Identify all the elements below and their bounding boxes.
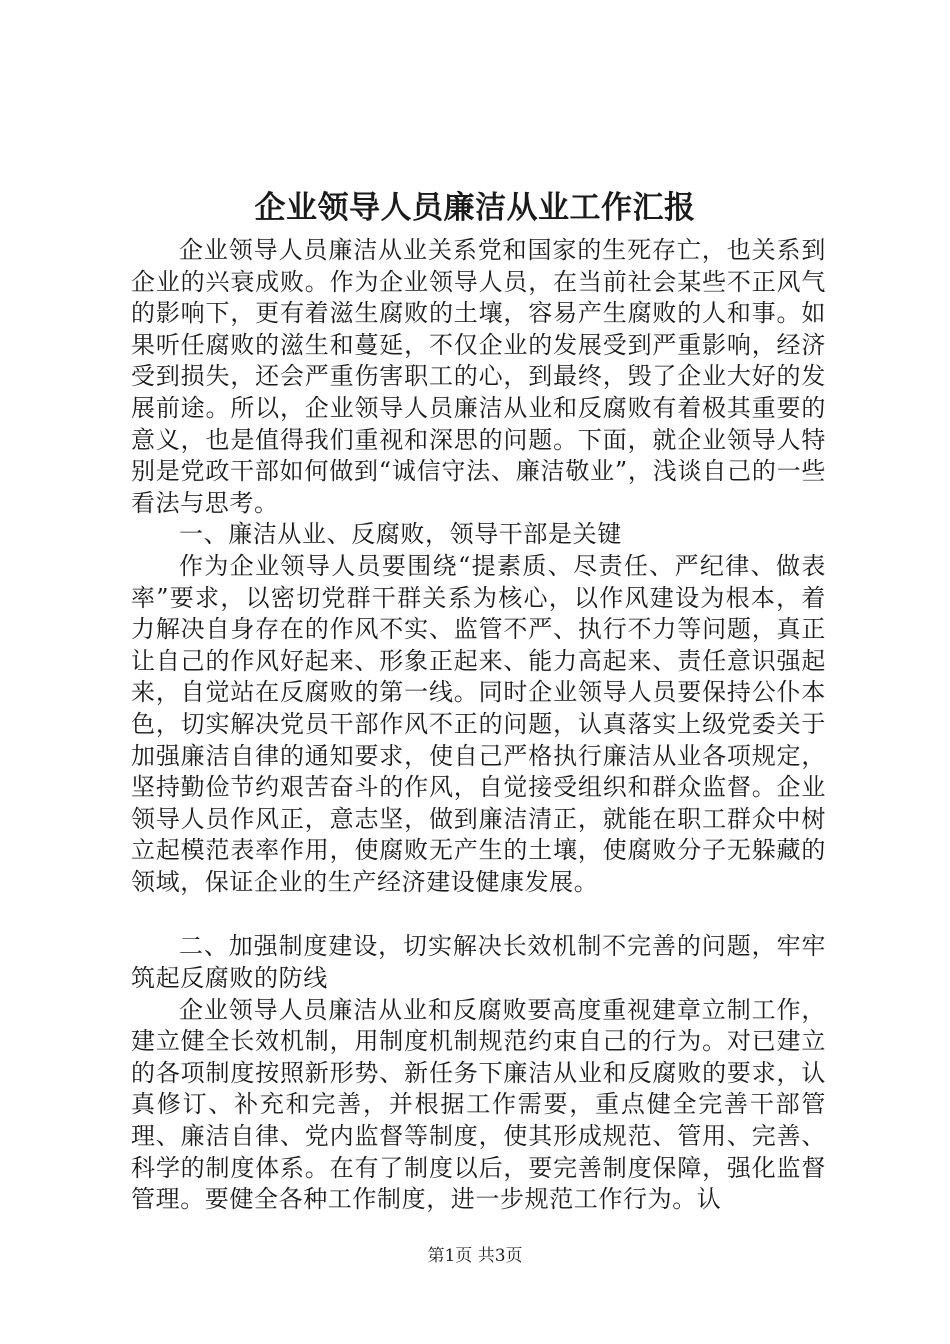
paragraph-spacer bbox=[131, 898, 826, 931]
document-title: 企业领导人员廉洁从业工作汇报 bbox=[254, 190, 696, 226]
section-2-paragraph: 企业领导人员廉洁从业和反腐败要高度重视建章立制工作，建立健全长效机制，用制度机制规范约束自己的行为。对已建立的各项制度按照新形势、新任务下廉洁从业和反腐败的要求，认真修订、补充和完善，并根据工作需要，重点健全完善干部管理、廉洁自律、党内监督等制度，使其形成规范、管用、完善、科学的制度体系。在有了制度以后，要完善制度保障，强化监督管理。要健全各种工作制度，进一步规范工作行为。认 bbox=[131, 995, 826, 1214]
section-heading-1: 一、廉洁从业、反腐败，领导干部是关键 bbox=[179, 520, 622, 549]
page-footer: 第1页 共3页 bbox=[427, 1246, 523, 1266]
section-1-paragraph: 作为企业领导人员要围绕“提素质、尽责任、严纪律、做表率”要求，以密切党群干群关系为核心，以作风建设为根本，着力解决自身存在的作风不实、监管不严、执行不力等问题，真正让自己的作风好起来、形象正起来、能力高起来、责任意识强起来，自觉站在反腐败的第一线。同时企业领导人员要保持公仆本色，切实解决党员干部作风不正的问题，认真落实上级党委关于加强廉洁自律的通知要求，使自己严格执行廉洁从业各项规定，坚持勤俭节约艰苦奋斗的作风，自觉接受组织和群众监督。企业领导人员作风正，意志坚，做到廉洁清正，就能在职工群众中树立起模范表率作用，使腐败无产生的土壤，使腐败分子无躲藏的领域，保证企业的生产经济建设健康发展。 bbox=[131, 551, 826, 896]
intro-paragraph: 企业领导人员廉洁从业关系党和国家的生死存亡，也关系到企业的兴衰成败。作为企业领导人员，在当前社会某些不正风气的影响下，更有着滋生腐败的土壤，容易产生腐败的人和事。如果听任腐败的滋生和蔓延，不仅企业的发展受到严重影响，经济受到损失，还会严重伤害职工的心，到最终，毁了企业大好的发展前途。所以，企业领导人员廉洁从业和反腐败有着极其重要的意义，也是值得我们重视和深思的问题。下面，就企业领导人特别是党政干部如何做到“诚信守法、廉洁敬业”，浅谈自己的一些看法与思考。 bbox=[131, 236, 826, 517]
document-body bbox=[131, 235, 826, 1216]
section-heading-2: 二、加强制度建设，切实解决长效机制不完善的问题，牢牢筑起反腐败的防线 bbox=[131, 932, 826, 993]
